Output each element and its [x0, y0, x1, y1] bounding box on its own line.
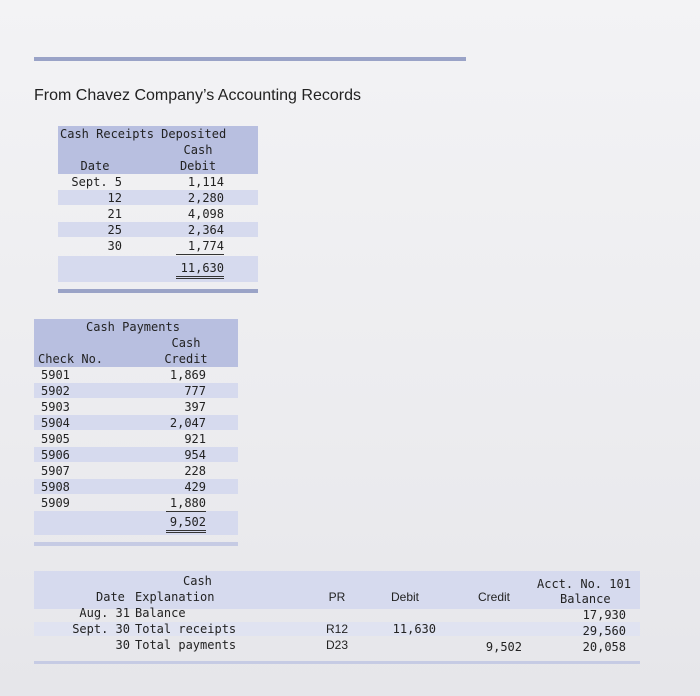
receipts-title: Cash Receipts Deposited	[60, 127, 227, 141]
payments-amount: 777	[184, 384, 206, 398]
receipts-date: 12	[107, 191, 122, 205]
receipts-date: 21	[107, 207, 122, 221]
receipts-date: Sept. 5	[71, 175, 122, 189]
ledger-row-credit: 9,502	[485, 640, 522, 654]
payments-amount: 397	[184, 400, 206, 414]
payments-check-no: 5903	[41, 400, 70, 414]
receipts-amount: 2,280	[187, 191, 224, 205]
payments-amount: 429	[184, 480, 206, 494]
payments-title: Cash Payments	[86, 320, 180, 334]
payments-amount: 1,880	[166, 496, 206, 512]
payments-check-no: 5902	[41, 384, 70, 398]
receipts-col-head-cash: Cash	[183, 143, 213, 157]
payments-col-head-credit: Credit	[164, 352, 208, 366]
receipts-date-head: Date	[80, 159, 110, 173]
payments-col-head-cash: Cash	[171, 336, 201, 350]
ledger-account-number: Acct. No. 101	[537, 577, 631, 591]
receipts-bottom-rule	[58, 289, 258, 293]
ledger-row-date: 30	[115, 638, 130, 652]
ledger-row-pr: D23	[325, 638, 348, 652]
top-rule	[34, 57, 466, 61]
ledger-row-date: Aug. 31	[79, 606, 130, 620]
receipts-amount: 1,774	[176, 239, 224, 255]
ledger-row-balance: 17,930	[582, 608, 626, 622]
payments-amount: 921	[184, 432, 206, 446]
ledger-row-pr: R12	[325, 622, 348, 636]
ledger-row-explanation: Balance	[135, 606, 186, 620]
ledger-debit-head: Debit	[390, 590, 419, 604]
payments-bottom-rule	[34, 542, 238, 546]
ledger-pr-head: PR	[328, 590, 346, 604]
ledger-row-explanation: Total payments	[135, 638, 237, 652]
receipts-amount: 2,364	[187, 223, 224, 237]
payments-check-no: 5906	[41, 448, 70, 462]
page-title: From Chavez Company’s Accounting Records	[34, 87, 361, 104]
receipts-total-band	[58, 256, 258, 282]
ledger-bottom-rule	[34, 661, 640, 664]
receipts-amount: 4,098	[187, 207, 224, 221]
ledger-row-balance: 20,058	[582, 640, 626, 654]
payments-check-no: 5905	[41, 432, 70, 446]
payments-check-no: 5908	[41, 480, 70, 494]
ledger-balance-head: Balance	[560, 592, 611, 606]
payments-amount: 228	[184, 464, 206, 478]
receipts-date: 25	[107, 223, 122, 237]
receipts-col-head-debit: Debit	[179, 159, 217, 173]
payments-total-band	[34, 511, 238, 535]
receipts-total: 11,630	[176, 261, 224, 279]
payments-check-no: 5904	[41, 416, 70, 430]
payments-check-head: Check No.	[38, 352, 104, 366]
ledger-credit-head: Credit	[477, 590, 510, 604]
receipts-amount: 1,114	[187, 175, 224, 189]
payments-amount: 954	[184, 448, 206, 462]
ledger-date-head: Date	[96, 590, 125, 604]
ledger-explanation-head: Explanation	[135, 590, 215, 604]
payments-amount: 2,047	[169, 416, 206, 430]
payments-total: 9,502	[166, 515, 206, 533]
ledger-row-debit: 11,630	[392, 622, 436, 636]
receipts-date: 30	[107, 239, 122, 253]
payments-check-no: 5907	[41, 464, 70, 478]
payments-amount: 1,869	[169, 368, 206, 382]
ledger-row-explanation: Total receipts	[135, 622, 237, 636]
payments-check-no: 5909	[41, 496, 70, 510]
ledger-row-balance: 29,560	[582, 624, 626, 638]
payments-check-no: 5901	[41, 368, 70, 382]
ledger-title: Cash	[183, 574, 212, 588]
ledger-row-date: Sept. 30	[72, 622, 130, 636]
